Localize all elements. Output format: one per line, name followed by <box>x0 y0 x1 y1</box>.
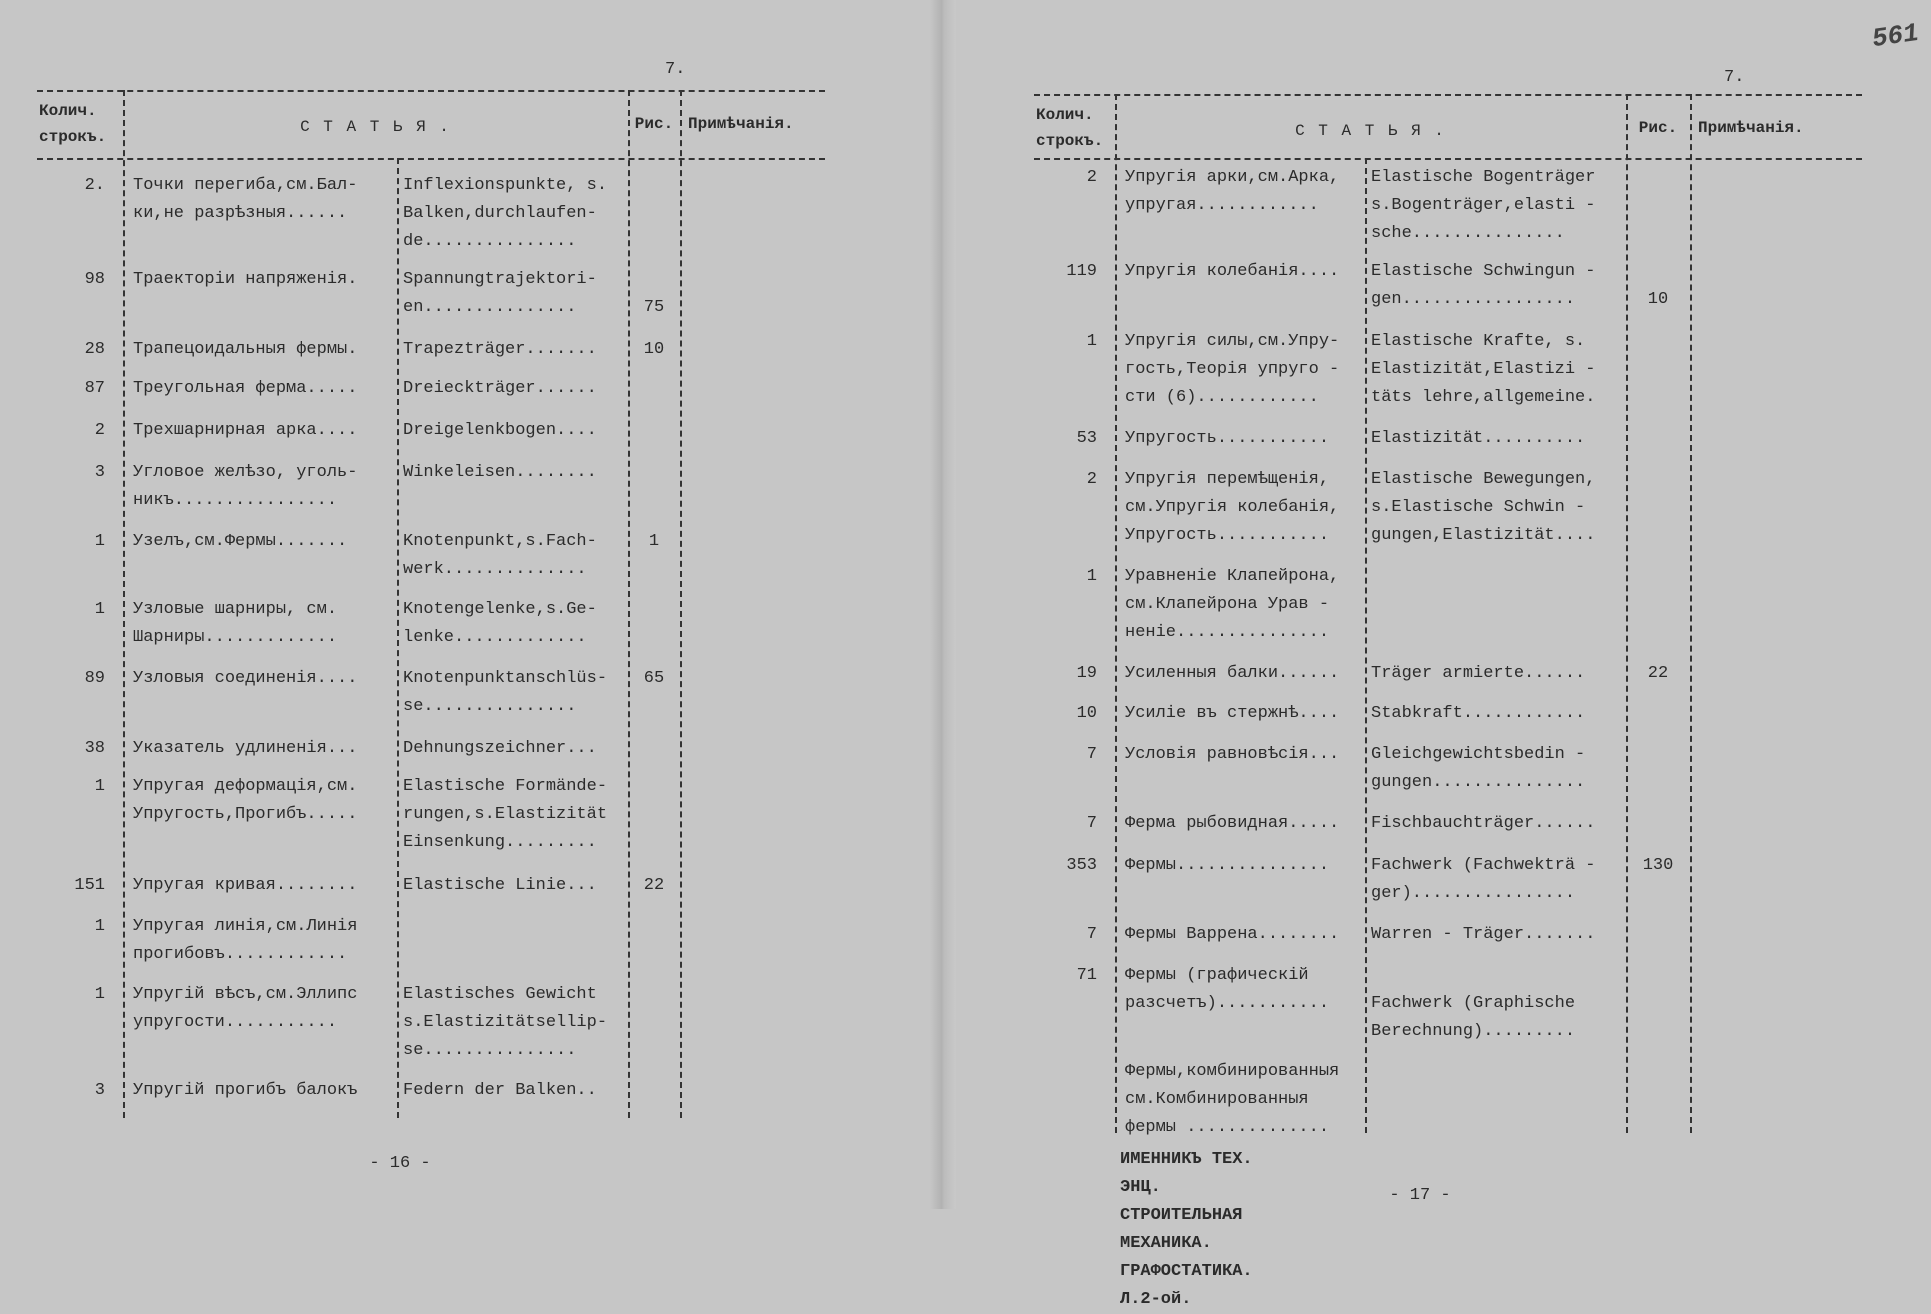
header-top-rule <box>1034 94 1862 96</box>
row-term-german: Trapezträger....... <box>403 340 597 359</box>
column-divider <box>1115 94 1117 1133</box>
row-count: 3 <box>94 463 105 482</box>
row-term-german: Winkeleisen........ <box>403 463 597 482</box>
row-term-german: Elastische Bewegungen, s.Elastische Schwin - gungen,Elastizität.... <box>1371 470 1596 545</box>
row-term-russian: Ферма рыбовидная..... <box>1125 814 1340 833</box>
page-number: - 16 - <box>369 1154 431 1173</box>
row-term-german: Fischbauchträger...... <box>1371 814 1596 833</box>
column-divider <box>1626 94 1628 1133</box>
row-count: 87 <box>84 379 105 398</box>
row-count: 1 <box>94 985 105 1004</box>
row-count: 1 <box>94 600 105 619</box>
row-term-russian: Упругій прогибъ балокъ <box>133 1081 358 1100</box>
row-term-german: Knotenpunkt,s.Fach- werk.............. <box>403 532 597 579</box>
handwritten-folio-number: 561 <box>1870 17 1921 55</box>
row-term-german: Stabkraft............ <box>1371 704 1586 723</box>
row-term-russian: Угловое желѣзо, уголь- никъ................ <box>133 463 358 510</box>
row-count: 2 <box>1086 168 1097 187</box>
row-count: 19 <box>1076 664 1097 683</box>
row-term-russian: Упругія силы,см.Упру- гость,Теорія упруго - сти (6)............ <box>1125 332 1340 407</box>
row-figure: 65 <box>643 669 665 688</box>
row-count: 2 <box>94 421 105 440</box>
row-count: 1 <box>1086 567 1097 586</box>
row-term-german: Träger armierte...... <box>1371 664 1586 683</box>
column-divider <box>123 90 125 1118</box>
row-count: 71 <box>1076 966 1097 985</box>
row-term-german: Knotenpunktanschlüs- se............... <box>403 669 608 716</box>
row-term-russian: Фермы............... <box>1125 856 1330 875</box>
row-count: 353 <box>1066 856 1097 875</box>
row-count: 1 <box>94 532 105 551</box>
row-term-german: Dreieckträger...... <box>403 379 597 398</box>
row-term-german: Fachwerk (Fachwekträ - ger)................ <box>1371 856 1596 903</box>
row-term-russian: Условія равновѣсія... <box>1125 745 1340 764</box>
row-term-russian: Упругая деформація,см. Упругость,Прогибъ..... <box>133 777 358 824</box>
row-count: 98 <box>84 270 105 289</box>
row-count: 119 <box>1066 262 1097 281</box>
row-term-russian: Упругій вѣсъ,см.Эллипс упругости........... <box>133 985 358 1032</box>
header-article: С Т А Т Ь Я . <box>1295 122 1446 140</box>
row-figure: 1 <box>648 532 660 551</box>
row-term-russian: Усиліе въ стержнѣ.... <box>1125 704 1340 723</box>
row-term-russian: Упругая линія,см.Линія прогибовъ............ <box>133 917 358 964</box>
section-number: 7. <box>1724 68 1745 87</box>
row-term-german: Inflexionspunkte, s. Balken,durchlaufen- de............... <box>403 176 608 251</box>
row-term-german: Elastizität.......... <box>1371 429 1586 448</box>
column-divider <box>1690 94 1692 1133</box>
header-notes: Примѣчанія. <box>688 115 794 133</box>
row-count: 7 <box>1086 745 1097 764</box>
row-term-german: Gleichgewichtsbedin - gungen............... <box>1371 745 1586 792</box>
row-term-russian: Фермы (графическій разсчетъ)........... <box>1125 966 1330 1013</box>
row-term-russian: Упругость........... <box>1125 429 1330 448</box>
row-count: 10 <box>1076 704 1097 723</box>
row-figure: 130 <box>1642 856 1674 875</box>
header-article: С Т А Т Ь Я . <box>300 118 451 136</box>
row-count: 1 <box>94 777 105 796</box>
section-number: 7. <box>665 60 686 79</box>
row-term-german: Elastische Krafte, s. Elastizität,Elastizi - täts lehre,allgemeine. <box>1371 332 1596 407</box>
row-term-russian: Треугольная ферма..... <box>133 379 358 398</box>
row-count: 2. <box>84 176 105 195</box>
header-figure: Рис. <box>1638 119 1678 137</box>
header-bottom-rule <box>1034 158 1862 160</box>
row-term-german: Elastisches Gewicht s.Elastizitätsellip- se............... <box>403 985 608 1060</box>
row-term-russian: Упругія арки,см.Арка, упругая............ <box>1125 168 1340 215</box>
header-notes: Примѣчанія. <box>1698 119 1804 137</box>
page-number: - 17 - <box>1389 1186 1451 1205</box>
row-term-russian: Уравненіе Клапейрона, см.Клапейрона Урав - неніе............... <box>1125 567 1340 642</box>
row-term-russian: Фермы Варрена........ <box>1125 925 1340 944</box>
row-term-german: Knotengelenke,s.Ge- lenke............. <box>403 600 597 647</box>
row-count: 1 <box>1086 332 1097 351</box>
row-count: 151 <box>74 876 105 895</box>
header-top-rule <box>37 90 825 92</box>
row-term-russian: Усиленныя балки...... <box>1125 664 1340 683</box>
row-term-german: Elastische Schwingun - gen................. <box>1371 262 1596 309</box>
row-term-russian: Упругія перемѣщенія, см.Упругія колебанія, Упругость........... <box>1125 470 1340 545</box>
row-term-russian: Узловыя соединенія.... <box>133 669 358 688</box>
row-term-german: Spannungtrajektori- en............... <box>403 270 597 317</box>
row-figure: 10 <box>643 340 665 359</box>
row-count: 28 <box>84 340 105 359</box>
row-count: 1 <box>94 917 105 936</box>
row-figure: 75 <box>643 298 665 317</box>
row-term-russian: Упругія колебанія.... <box>1125 262 1340 281</box>
row-term-german: Warren - Träger....... <box>1371 925 1596 944</box>
book-gutter <box>930 0 956 1209</box>
row-term-german: Dreigelenkbogen.... <box>403 421 597 440</box>
row-figure: 22 <box>643 876 665 895</box>
row-term-russian: Упругая кривая........ <box>133 876 358 895</box>
column-divider-de <box>397 158 399 1118</box>
row-term-german: Elastische Bogenträger s.Bogenträger,elasti - sche............... <box>1371 168 1596 243</box>
row-figure: 10 <box>1647 290 1669 309</box>
row-term-german: Federn der Balken.. <box>403 1081 597 1100</box>
row-count: 2 <box>1086 470 1097 489</box>
row-count: 3 <box>94 1081 105 1100</box>
footer-title: ИМЕННИКЪ ТЕХ. ЭНЦ. СТРОИТЕЛЬНАЯ МЕХАНИКА. ГРАФОСТАТИКА. Л.2-ой. <box>1120 1150 1253 1309</box>
row-count: 89 <box>84 669 105 688</box>
header-count: Колич. строкъ. <box>39 102 107 146</box>
row-count: 53 <box>1076 429 1097 448</box>
row-term-german: Elastische Linie... <box>403 876 597 895</box>
header-count: Колич. строкъ. <box>1036 106 1104 150</box>
row-count: 7 <box>1086 814 1097 833</box>
row-term-russian: Трехшарнирная арка.... <box>133 421 358 440</box>
row-term-russian: Фермы,комбинированныя см.Комбинированныя фермы .............. <box>1125 1062 1340 1137</box>
column-divider-de <box>1365 158 1367 1133</box>
row-term-russian: Трапецоидальныя фермы. <box>133 340 358 359</box>
header-figure: Рис. <box>634 115 674 133</box>
row-term-russian: Указатель удлиненія... <box>133 739 358 758</box>
row-term-russian: Траекторіи напряженія. <box>133 270 358 289</box>
column-divider <box>628 90 630 1118</box>
column-divider <box>680 90 682 1118</box>
row-term-russian: Точки перегиба,см.Бал- ки,не разрѣзныя...... <box>133 176 358 223</box>
row-term-russian: Узелъ,см.Фермы....... <box>133 532 348 551</box>
row-count: 38 <box>84 739 105 758</box>
row-term-russian: Узловые шарниры, см. Шарниры............. <box>133 600 338 647</box>
row-term-german: Dehnungszeichner... <box>403 739 597 758</box>
header-bottom-rule <box>37 158 825 160</box>
row-term-german: Elastische Formände- rungen,s.Elastizität Einsenkung......... <box>403 777 608 852</box>
row-term-german: Fachwerk (Graphische Berechnung)......... <box>1371 994 1576 1041</box>
row-count: 7 <box>1086 925 1097 944</box>
row-figure: 22 <box>1647 664 1669 683</box>
